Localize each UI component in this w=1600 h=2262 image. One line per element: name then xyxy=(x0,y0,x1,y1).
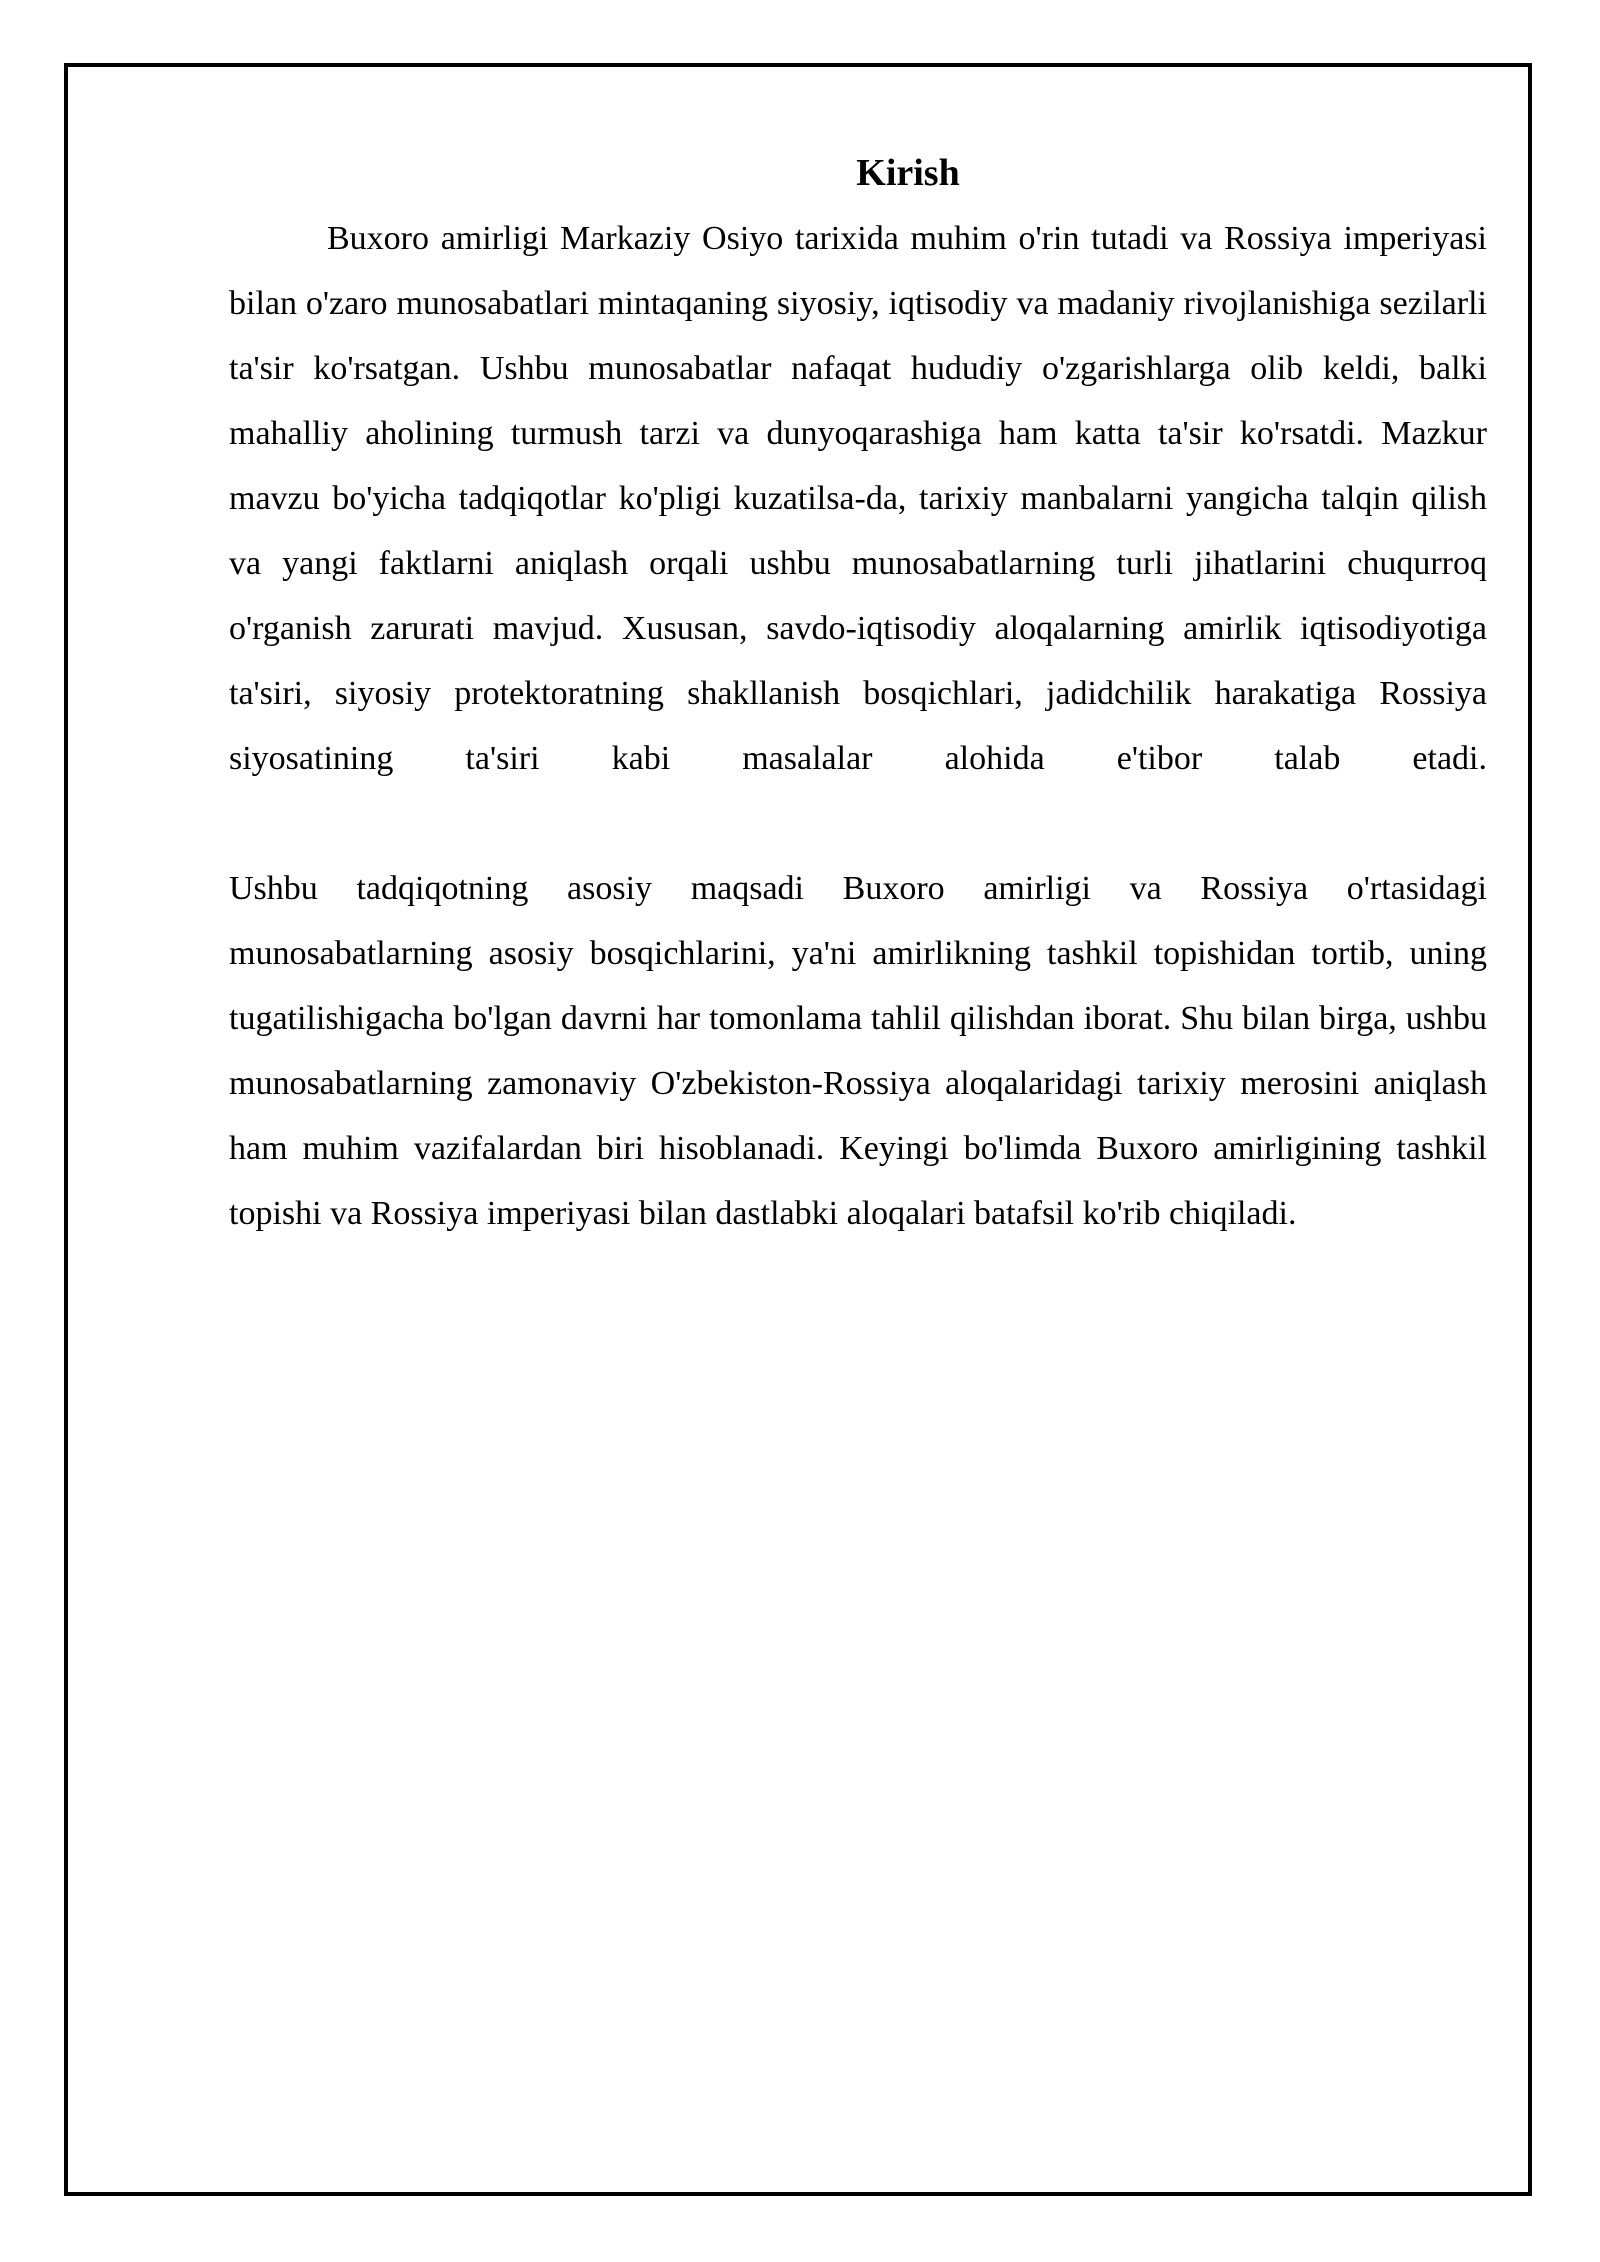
paragraph-objective: Ushbu tadqiqotning asosiy maqsadi Buxoro amirligi va Rossiya o'rtasidagi munosabatlarning asosiy bosqichlarini, ya'ni amirlikning tashkil topishidan tortib, uning tugatilishigacha bo'lgan davrni har tomonlama tahlil qilishdan iborat. Shu bilan birga, ushbu munosabatlarning zamonaviy O'zbekiston-Rossiya aloqalaridagi tarixiy merosini aniqlash ham muhim vazifalardan biri hisoblanadi. Keyingi bo'limda Buxoro amirligining tashkil topishi va Rossiya imperiyasi bilan dastlabki aloqalari batafsil ko'rib chiqiladi. xyxy=(229,870,1487,1232)
paragraph-introduction: Buxoro amirligi Markaziy Osiyo tarixida muhim o'rin tutadi va Rossiya imperiyasi bilan o'zaro munosabatlari mintaqaning siyosiy, iqtisodiy va madaniy rivojlanishiga sezilarli ta'sir ko'rsatgan. Ushbu munosabatlar nafaqat hududiy o'zgarishlarga olib keldi, balki mahalliy aholining turmush tarzi va dunyoqarashiga ham katta ta'sir ko'rsatdi. Mazkur mavzu bo'yicha tadqiqotlar ko'pligi kuzatilsa-da, tarixiy manbalarni yangicha talqin qilish va yangi faktlarni aniqlash orqali ushbu munosabatlarning turli jihatlarini chuqurroq o'rganish zarurati mavjud. Xususan, savdo-iqtisodiy aloqalarning amirlik iqtisodiyotiga ta'siri, siyosiy protektoratning shakllanish bosqichlari, jadidchilik harakatiga Rossiya siyosatining ta'siri kabi masalalar alohida e'tibor talab etadi. xyxy=(229,220,1487,777)
page-title: Kirish xyxy=(856,152,960,194)
document-body xyxy=(229,140,1487,1246)
